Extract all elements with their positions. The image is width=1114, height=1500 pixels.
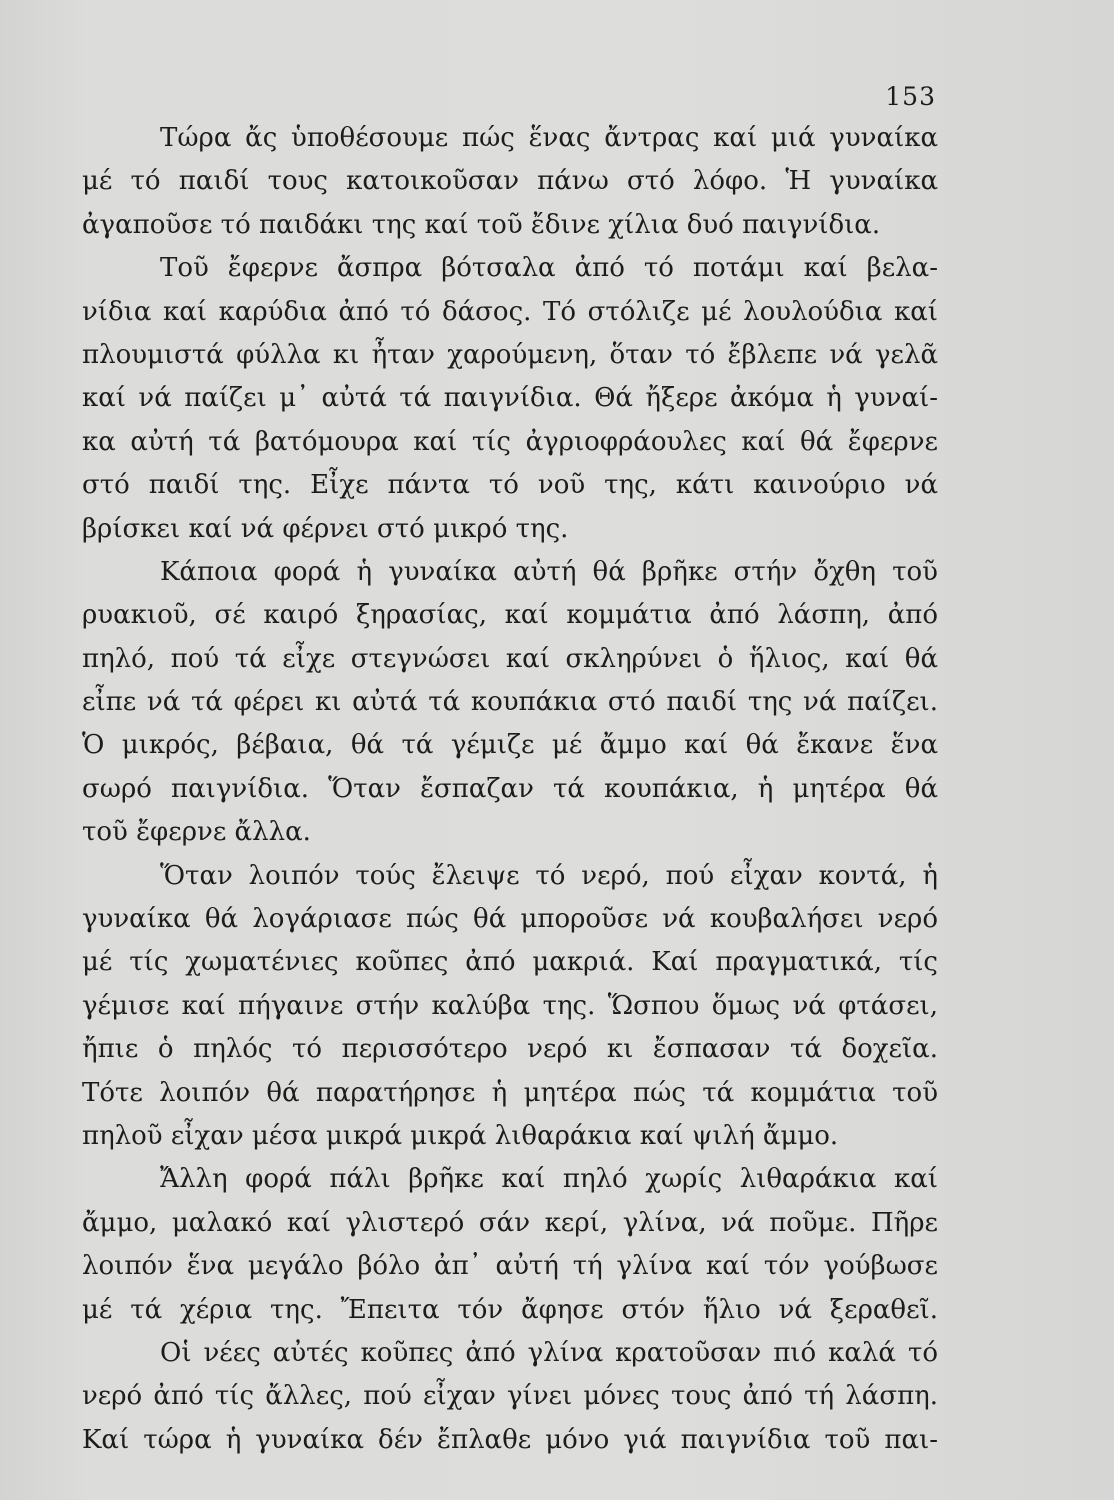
text-line: στό παιδί της. Εἶχε πάντα τό νοῦ της, κάτι καινούριο νά (82, 470, 938, 501)
text-line: νίδια καί καρύδια ἀπό τό δάσος. Τό στόλιζε μέ λουλούδια καί (82, 296, 938, 327)
text-line: εἶπε νά τά φέρει κι αὐτά τά κουπάκια στό παιδί της νά παίζει. (82, 687, 938, 718)
text-line: λοιπόν ἕνα μεγάλο βόλο ἀπ᾿ αὐτή τή γλίνα καί τόν γούβωσε (82, 1251, 938, 1282)
text-line: βρίσκει καί νά φέρνει στό μικρό της. (82, 513, 569, 544)
text-line: μέ τό παιδί τους κατοικοῦσαν πάνω στό λόφο. Ἡ γυναίκα (82, 166, 938, 197)
text-line: σωρό παιγνίδια. Ὅταν ἔσπαζαν τά κουπάκια, ἡ μητέρα θά (82, 773, 938, 804)
text-line: Καί τώρα ἡ γυναίκα δέν ἔπλαθε μόνο γιά παιγνίδια τοῦ παι- (82, 1424, 938, 1455)
text-line: ἄμμο, μαλακό καί γλιστερό σάν κερί, γλίνα, νά ποῦμε. Πῆρε (82, 1207, 938, 1238)
text-line: Τοῦ ἔφερνε ἄσπρα βότσαλα ἀπό τό ποτάμι καί βελα- (160, 253, 938, 284)
text-line: Ὅταν λοιπόν τούς ἔλειψε τό νερό, πού εἶχαν κοντά, ἡ (160, 860, 938, 891)
text-line: Τότε λοιπόν θά παρατήρησε ἡ μητέρα πώς τά κομμάτια τοῦ (82, 1077, 938, 1108)
text-line: πηλοῦ εἶχαν μέσα μικρά μικρά λιθαράκια καί ψιλή ἄμμο. (82, 1120, 839, 1151)
text-line: μέ τά χέρια της. Ἔπειτα τόν ἄφησε στόν ἥλιο νά ξεραθεῖ. (82, 1294, 938, 1325)
text-line: κα αὐτή τά βατόμουρα καί τίς ἀγριοφράουλες καί θά ἔφερνε (82, 426, 938, 457)
text-line: Ὁ μικρός, βέβαια, θά τά γέμιζε μέ ἄμμο καί θά ἔκανε ἕνα (82, 730, 938, 761)
text-line: γέμισε καί πήγαινε στήν καλύβα της. Ὥσπου ὅμως νά φτάσει, (82, 990, 938, 1021)
text-line: γυναίκα θά λογάριασε πώς θά μποροῦσε νά κουβαλήσει νερό (82, 904, 938, 935)
text-line: ἀγαποῦσε τό παιδάκι της καί τοῦ ἔδινε χίλια δυό παιγνίδια. (82, 209, 881, 240)
text-line: πλουμιστά φύλλα κι ἦταν χαρούμενη, ὅταν τό ἔβλεπε νά γελᾶ (82, 339, 938, 370)
text-line: ρυακιοῦ, σέ καιρό ξηρασίας, καί κομμάτια ἀπό λάσπη, ἀπό (82, 600, 938, 631)
text-line: Οἱ νέες αὐτές κοῦπες ἀπό γλίνα κρατοῦσαν πιό καλά τό (160, 1337, 938, 1368)
text-line: καί νά παίζει μ᾿ αὐτά τά παιγνίδια. Θά ἤξερε ἀκόμα ἡ γυναί- (82, 383, 938, 414)
text-line: Ἄλλη φορά πάλι βρῆκε καί πηλό χωρίς λιθαράκια καί (160, 1164, 938, 1195)
text-line: μέ τίς χωματένιες κοῦπες ἀπό μακριά. Καί πραγματικά, τίς (82, 947, 938, 978)
text-line: Τώρα ἄς ὑποθέσουμε πώς ἕνας ἄντρας καί μιά γυναίκα (160, 123, 938, 153)
page-number: 153 (885, 82, 936, 111)
text-line: νερό ἀπό τίς ἄλλες, πού εἶχαν γίνει μόνες τους ἀπό τή λάσπη. (82, 1381, 938, 1412)
text-line: Κάποια φορά ἡ γυναίκα αὐτή θά βρῆκε στήν ὄχθη τοῦ (160, 556, 938, 587)
body-text (82, 117, 938, 1462)
text-line: τοῦ ἔφερνε ἄλλα. (82, 817, 311, 848)
text-line: πηλό, πού τά εἶχε στεγνώσει καί σκληρύνει ὁ ἥλιος, καί θά (82, 643, 938, 674)
text-line: ἤπιε ὁ πηλός τό περισσότερο νερό κι ἔσπασαν τά δοχεῖα. (82, 1034, 938, 1065)
